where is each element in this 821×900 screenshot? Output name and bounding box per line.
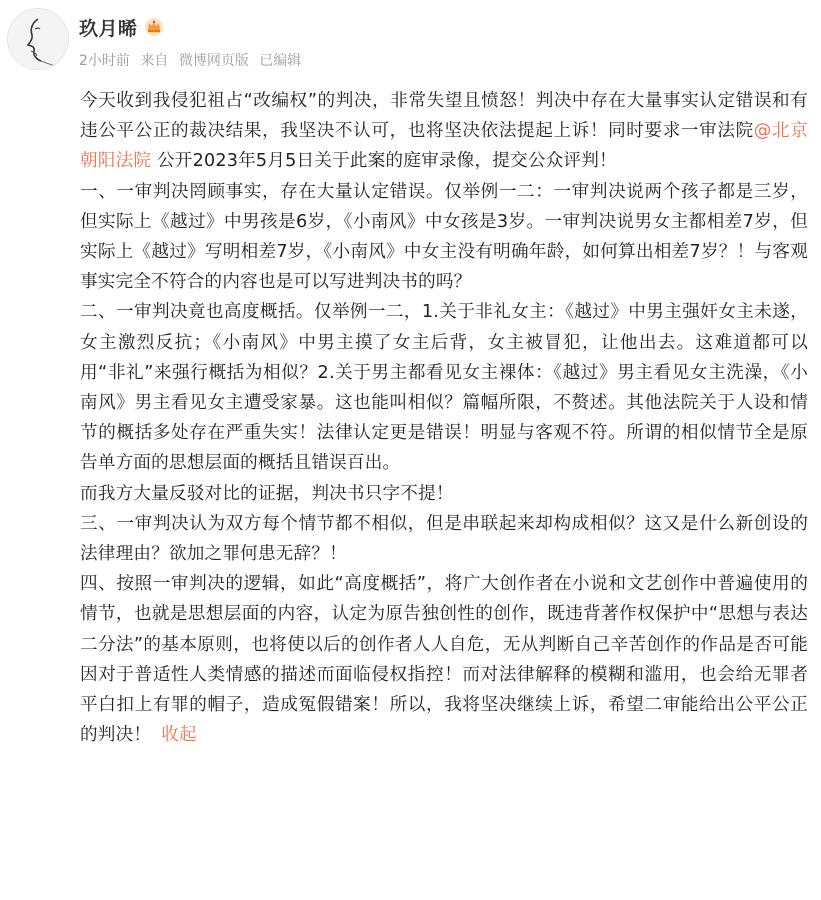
username[interactable]: 玖月晞 (79, 17, 138, 40)
edited-label[interactable]: 已编辑 (259, 53, 302, 69)
intro-text: 今天收到我侵犯祖占“改编权”的判决，非常失望且愤怒！判决中存在大量事实认定错误和有违公平公正的裁决结果，我坚决不认可，也将坚决依法提起上诉！同时要求一审法院 (80, 91, 808, 142)
paragraph-point-4 (80, 569, 808, 750)
post-content (80, 86, 808, 750)
post-time[interactable]: 2小时前 (79, 53, 130, 69)
post-meta (79, 50, 307, 70)
collapse-link[interactable]: 收起 (161, 725, 197, 746)
intro-text-tail: 公开2023年5月5日关于此案的庭审录像，提交公众评判！ (151, 151, 617, 172)
mention-link[interactable]: @北京朝阳法院 (80, 121, 808, 172)
paragraph-point-1: 一、一审判决罔顾事实，存在大量认定错误。仅举例一二：一审判决说两个孩子都是三岁，但实际上《越过》中男孩是6岁，《小南风》中女孩是3岁。一审判决说男女主都相差7岁，但实际上《越过》写明相差7岁，《小南风》中女主没有明确年龄，如何算出相差7岁？！与客观事实完全不符合的内容也是可以写进判决书的吗？ (80, 181, 808, 293)
post-header (0, 0, 821, 82)
point-4-text: 四、按照一审判决的逻辑，如此“高度概括”，将广大创作者在小说和文艺创作中普遍使用的情节，也就是思想层面的内容，认定为原告独创性的创作，既违背著作权保护中“思想与表达二分法”的基本原则，也将使以后的创作者人人自危，无从判断自己辛苦创作的作品是否可能因对于普适性人类情感的描述而面临侵权指控！而对法律解释的模糊和滥用，也会给无罪者平白扣上有罪的帽子，造成冤假错案！所以，我将坚决继续上诉，希望二审能给出公平公正的判决！ (80, 574, 808, 746)
username-row (79, 14, 164, 40)
paragraph-point-3: 三、一审判决认为双方每个情节都不相似，但是串联起来却构成相似？这又是什么新创设的法律理由？欲加之罪何患无辞？！ (80, 513, 808, 565)
paragraph-intro (80, 86, 808, 177)
source-name: 微博网页版 (178, 53, 249, 69)
paragraph-evidence: 而我方大量反驳对比的证据，判决书只字不提！ (80, 483, 454, 504)
crown-icon (144, 17, 164, 37)
paragraph-point-2: 二、一审判决竟也高度概括。仅举例一二，1.关于非礼女主：《越过》中男主强奸女主未遂，女主激烈反抗；《小南风》中男主摸了女主后背，女主被冒犯，让他出去。这难道都可以用“非礼”来强行概括为相似？2.关于男主都看见女主裸体：《越过》男主看见女主洗澡，《小南风》男主看见女主遭受家暴。这也能叫相似？篇幅所限，不赘述。其他法院关于人设和情节的概括多处存在严重失实！法律认定更是错误！明显与客观不符。所谓的相似情节全是原告单方面的思想层面的概括且错误百出。 (80, 302, 808, 474)
avatar[interactable] (7, 8, 69, 70)
source-prefix: 来自 (140, 53, 169, 69)
avatar-sketch-icon (8, 9, 68, 69)
